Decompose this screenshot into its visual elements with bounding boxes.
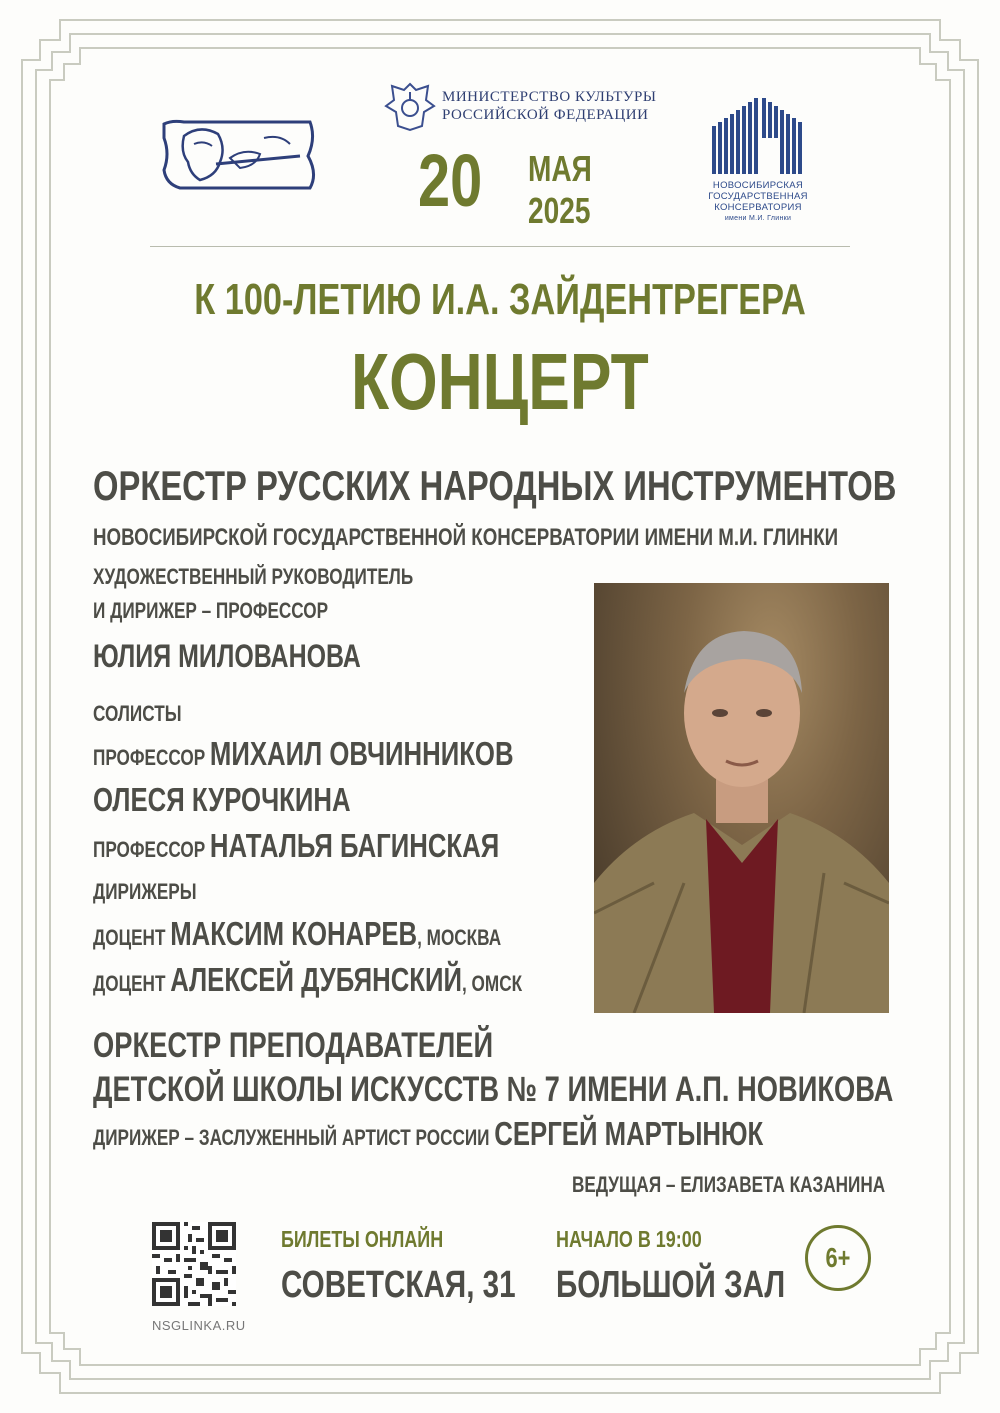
age-rating-badge — [805, 1225, 871, 1291]
address-wrap — [281, 1260, 582, 1310]
soloist-title: ПРОФЕССОР — [93, 837, 210, 862]
event-subtitle-wrap — [100, 272, 900, 328]
host-line: ВЕДУЩАЯ – ЕЛИЗАВЕТА КАЗАНИНА — [572, 1172, 886, 1197]
soloist-item — [93, 734, 573, 780]
start-time-wrap — [556, 1224, 743, 1254]
conductor-name: АЛЕКСЕЙ ДУБЯНСКИЙ — [170, 961, 463, 998]
soloists-list — [93, 734, 573, 872]
soloist-item — [93, 826, 573, 872]
portrait-photo — [594, 583, 889, 1013]
teachers-conductor-role: ДИРИЖЕР – ЗАСЛУЖЕННЫЙ АРТИСТ РОССИИ — [93, 1125, 495, 1150]
conductors-heading-wrap — [93, 876, 226, 908]
ministry-emblem-icon — [384, 80, 436, 134]
flute-player-logo — [160, 118, 320, 192]
date-month: МАЯ — [528, 148, 592, 189]
soloist-name: ОЛЕСЯ КУРОЧКИНА — [93, 781, 351, 818]
header-divider — [150, 246, 850, 247]
conductors-list — [93, 912, 573, 1004]
soloists-heading: СОЛИСТЫ — [93, 701, 182, 726]
tickets-label[interactable]: БИЛЕТЫ ОНЛАЙН — [281, 1226, 444, 1252]
conservatory-logo-icon — [712, 98, 804, 174]
soloist-name: МИХАИЛ ОВЧИННИКОВ — [209, 735, 514, 772]
director-role — [93, 560, 504, 628]
qr-code-icon — [152, 1222, 236, 1306]
teachers-conductor-name: СЕРГЕЙ МАРТЫНЮК — [494, 1115, 764, 1152]
director-role-line-1: ХУДОЖЕСТВЕННЫЙ РУКОВОДИТЕЛЬ — [93, 564, 414, 589]
teachers-orchestra-line-2: ДЕТСКОЙ ШКОЛЫ ИСКУССТВ № 7 ИМЕНИ А.П. НОВИКОВА — [93, 1070, 894, 1109]
age-rating: 6+ — [825, 1242, 851, 1273]
conductor-title: ДОЦЕНТ — [93, 971, 171, 996]
hall-name: БОЛЬШОЙ ЗАЛ — [556, 1264, 786, 1306]
conservatory-line-3: КОНСЕРВАТОРИЯ — [714, 202, 802, 213]
soloist-item — [93, 780, 573, 826]
conservatory-line-2: ГОСУДАРСТВЕННАЯ — [708, 191, 808, 202]
address: СОВЕТСКАЯ, 31 — [281, 1264, 516, 1306]
conductors-heading: ДИРИЖЕРЫ — [93, 879, 197, 904]
orchestra-affiliation-wrap — [93, 522, 1000, 554]
conductor-city: , МОСКВА — [417, 925, 502, 950]
date-block — [418, 138, 500, 224]
conductor-title: ДОЦЕНТ — [93, 925, 171, 950]
orchestra-name-wrap — [93, 460, 1000, 512]
conservatory-line-4: имени М.И. Глинки — [724, 215, 792, 222]
soloist-title: ПРОФЕССОР — [93, 745, 210, 770]
event-subtitle: К 100-ЛЕТИЮ И.А. ЗАЙДЕНТРЕГЕРА — [194, 275, 806, 324]
soloist-name: НАТАЛЬЯ БАГИНСКАЯ — [209, 827, 500, 864]
soloists-heading-wrap — [93, 698, 206, 730]
teachers-conductor — [93, 1112, 952, 1163]
host-wrap — [572, 1170, 973, 1200]
event-title-wrap — [100, 336, 900, 428]
tickets-label-wrap — [281, 1224, 489, 1254]
date-day: 20 — [418, 139, 483, 222]
director-name-wrap — [93, 634, 436, 678]
start-time: НАЧАЛО В 19:00 — [556, 1226, 702, 1252]
orchestra-affiliation: НОВОСИБИРСКОЙ ГОСУДАРСТВЕННОЙ КОНСЕРВАТОРИИ ИМЕНИ М.И. ГЛИНКИ — [93, 524, 839, 551]
conductor-item — [93, 958, 573, 1004]
conductor-item — [93, 912, 573, 958]
event-title: КОНЦЕРТ — [351, 337, 649, 426]
qr-code[interactable] — [152, 1222, 236, 1306]
date-year: 2025 — [528, 190, 591, 231]
teachers-orchestra — [93, 1024, 1000, 1112]
orchestra-name: ОРКЕСТР РУССКИХ НАРОДНЫХ ИНСТРУМЕНТОВ — [93, 462, 897, 509]
director-role-line-2: И ДИРИЖЕР – ПРОФЕССОР — [93, 598, 329, 623]
conductor-name: МАКСИМ КОНАРЕВ — [170, 915, 418, 952]
ministry-line-2: РОССИЙСКОЙ ФЕДЕРАЦИИ — [442, 107, 649, 123]
ministry-line-1: МИНИСТЕРСТВО КУЛЬТУРЫ — [442, 89, 657, 105]
conservatory-line-1: НОВОСИБИРСКАЯ — [712, 180, 804, 191]
director-name: ЮЛИЯ МИЛОВАНОВА — [93, 638, 361, 674]
teachers-orchestra-line-1: ОРКЕСТР ПРЕПОДАВАТЕЛЕЙ — [93, 1026, 494, 1065]
site-url[interactable]: NSGLINKA.RU — [152, 1318, 246, 1333]
conductor-city: , ОМСК — [462, 971, 523, 996]
portrait-illustration — [594, 583, 889, 1013]
ministry-name — [442, 88, 656, 124]
conservatory-name — [690, 180, 826, 224]
date-month-year — [528, 148, 610, 232]
